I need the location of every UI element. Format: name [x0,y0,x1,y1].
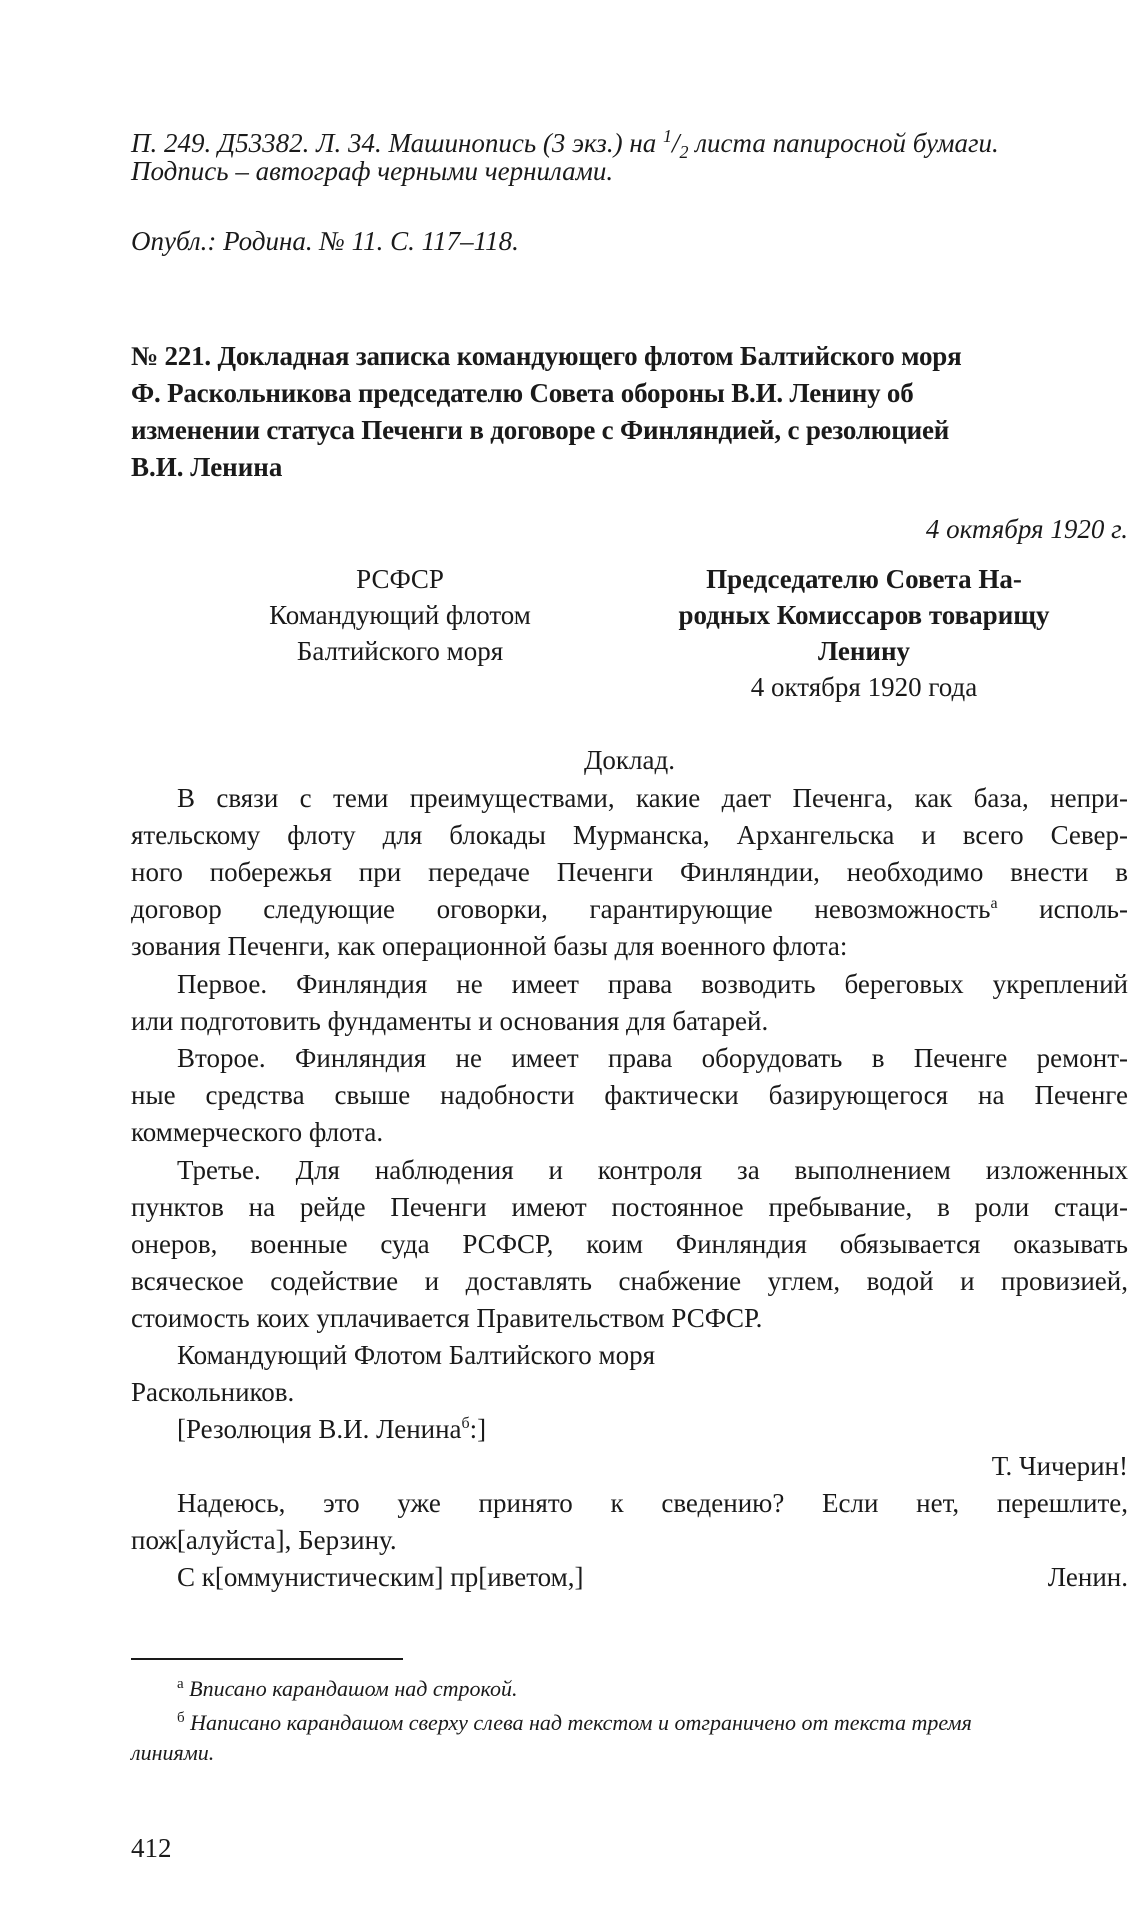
resolution-addressee: Т. Чичерин! [991,1451,1128,1481]
body-p1-line-3: ного побережья при передаче Печенги Финляндии, необходимо внести в [131,857,1128,887]
document-title-line-1: № 221. Докладная записка командующего флотом Балтийского моря [131,341,962,371]
body-p1-line-2: ятельскому флоту для блокады Мурманска, Архангельска и всего Север- [131,820,1128,850]
body-p4-line-3: онеров, военные суда РСФСР, коим Финляндия обязывается оказывать [131,1229,1128,1259]
footnote-a: $^а$ Вписано карандашом над строкой. [177,1676,518,1701]
resolution-text-line-1: Надеюсь, это уже принято к сведению? Если нет, перешлите, [177,1488,1128,1518]
document-title-line-3: изменении статуса Печенги в договоре с Финляндией, с резолюцией [131,415,950,445]
addressee-block [640,561,1088,705]
signature-line-1: Командующий Флотом Балтийского моря [177,1340,655,1370]
body-p3-line-1: Вторoе. Финляндия не имеет права оборудовать в Печенге ремонт- [177,1043,1128,1073]
fraction-half: $^1/_2$ [662,126,689,162]
footnote-mark-a: а [990,895,998,912]
resolution-signer: Ленин. [1047,1562,1128,1592]
body-p4-line-5: стоимость коих уплачивается Правительством РСФСР. [131,1303,763,1333]
body-p2-line-1: Первое. Финляндия не имеет права возводить береговых укреплений [177,969,1128,999]
footnote-b-line-2: линиями. [131,1740,215,1765]
publication-note: Опубл.: Родина. № 11. С. 117–118. [131,226,519,256]
resolution-heading: [Резолюция В.И. Ленина$^б$:] [177,1414,487,1444]
resolution-text-line-2: пож[алуйста], Берзину. [131,1525,397,1555]
report-heading: Доклад. [584,745,675,775]
document-title-line-4: В.И. Ленина [131,452,283,482]
body-p1-line-1: В связи с теми преимуществами, какие дает Печенга, как база, непри- [177,783,1128,813]
sender-line-1: РСФСР [356,564,444,594]
body-p1-line-4: договор следующие оговорки, гарантирующие невозможность$^а$ исполь- [131,894,1128,924]
body-p3-line-2: ные средства свыше надобности фактически базирующегося на Печенге [131,1080,1128,1110]
archive-note-line-1: П. 249. Д53382. Л. 34. Машинопись (3 экз.) на $^1/_2$ листа папиросной бумаги. [131,126,999,162]
addressee-line-2: родных Комиссаров товарищу [678,600,1050,630]
sender-line-2: Командующий флотом [269,600,531,630]
document-title-line-2: Ф. Раскольникова председателю Совета обороны В.И. Ленину об [131,378,914,408]
sender-block [230,561,570,669]
footnote-b-line-1: $^б$ Написано карандашом сверху слева над текстом и отграничено от текста тремя [177,1710,972,1735]
addressee-date: 4 октября 1920 года [750,672,978,702]
addressee-line-1: Председателю Совета На- [706,564,1022,594]
signature-line-2: Раскольников. [131,1377,295,1407]
body-p3-line-3: коммерческого флота. [131,1117,384,1147]
addressee-line-3: Ленину [817,636,911,666]
body-p4-line-2: пунктов на рейде Печенги имеют постоянное пребывание, в роли стаци- [131,1192,1128,1222]
body-p1-line-5: зования Печенги, как операционной базы для военного флота: [131,931,848,961]
archive-note-line-2: Подпись – автограф черными чернилами. [131,156,614,186]
document-date: 4 октября 1920 г. [925,514,1128,544]
sender-line-3: Балтийского моря [296,636,504,666]
body-p4-line-1: Третье. Для наблюдения и контроля за выполнением изложенных [177,1155,1128,1185]
body-p4-line-4: всяческое содействие и доставлять снабжение углем, водой и провизией, [131,1266,1128,1296]
body-p2-line-2: или подготовить фундаменты и основания для батарей. [131,1006,769,1036]
resolution-closing: С к[оммунистическим] пр[иветом,] [177,1562,584,1592]
footnote-mark-b: б [461,1415,470,1432]
page-number: 412 [131,1833,172,1863]
footnote-divider [131,1658,403,1660]
